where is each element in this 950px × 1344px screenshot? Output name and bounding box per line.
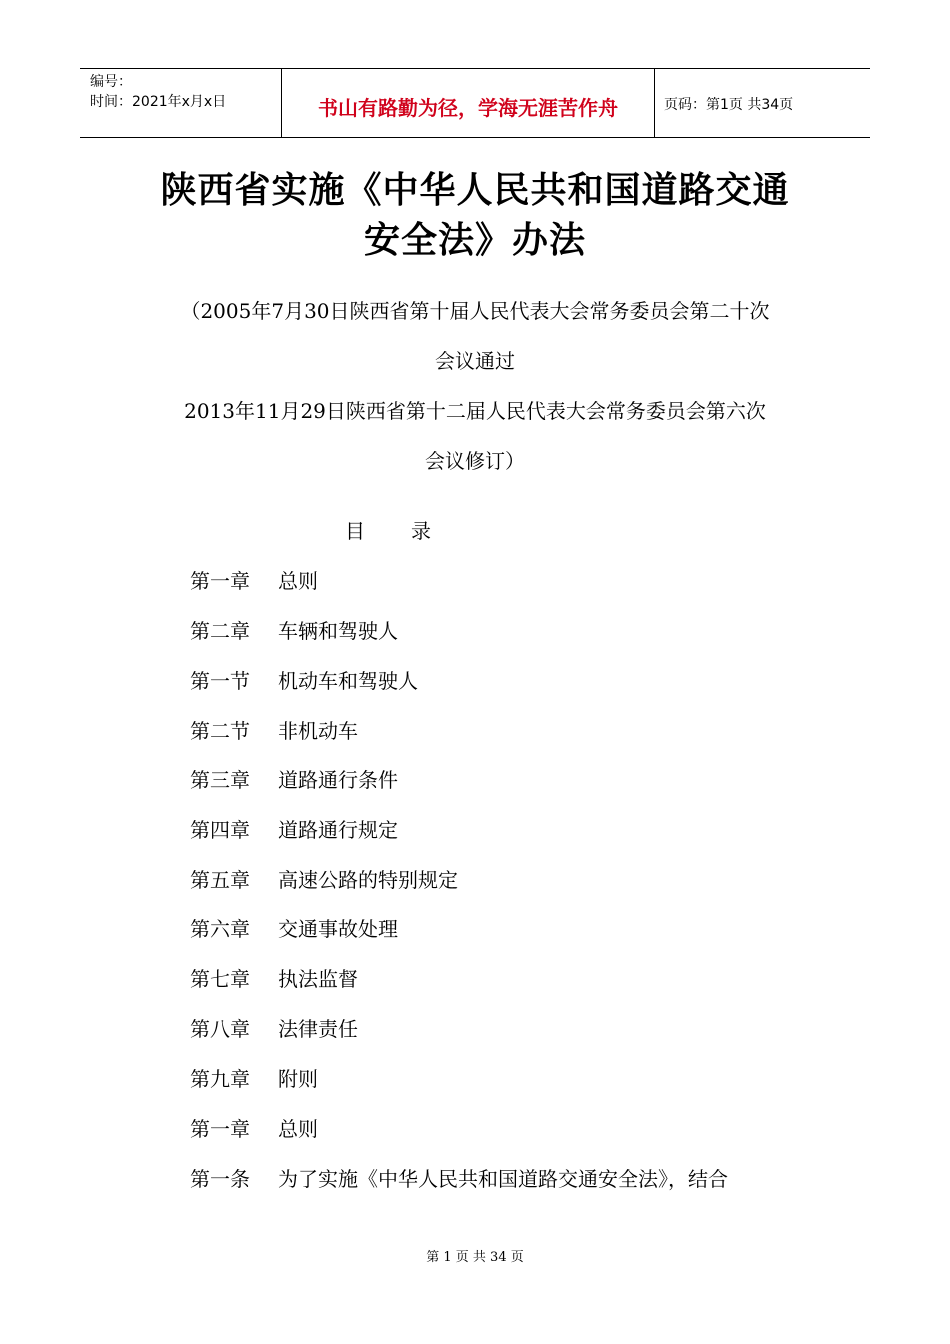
toc-item[interactable]: 第一节 机动车和驾驶人: [190, 669, 418, 693]
toc-heading: [345, 515, 431, 544]
header-motto: 书山有路勤为径，学海无涯苦作舟: [318, 96, 618, 120]
date-label: 时间：2021年x月x日: [90, 94, 227, 110]
subtitle-line4: 会议修订）: [425, 449, 525, 473]
toc-item[interactable]: 第二章 车辆和驾驶人: [190, 619, 398, 643]
document-title-line1: 陕西省实施《中华人民共和国道路交通: [160, 169, 790, 211]
chapter-heading: 第一章 总则: [190, 1117, 318, 1141]
subtitle-line1: （2005年7月30日陕西省第十届人民代表大会常务委员会第二十次: [180, 299, 770, 323]
toc-item[interactable]: 第六章 交通事故处理: [190, 917, 398, 941]
toc-item[interactable]: 第七章 执法监督: [190, 967, 358, 991]
header-page-cell: [655, 69, 870, 137]
page-footer: 第 1 页 共 34 页: [426, 1250, 524, 1265]
header-meta: [80, 69, 282, 137]
toc-item[interactable]: 第三章 道路通行条件: [190, 768, 398, 792]
code-label: 编号：: [90, 74, 132, 90]
subtitle-line3: 2013年11月29日陕西省第十二届人民代表大会常务委员会第六次: [184, 399, 766, 423]
toc-item[interactable]: 第四章 道路通行规定: [190, 818, 398, 842]
article-paragraph: 第一条 为了实施《中华人民共和国道路交通安全法》，结合: [190, 1167, 728, 1191]
header-motto-cell: [282, 69, 655, 137]
header-page-info: 页码：第1页 共34页: [664, 97, 794, 113]
document-title-line2: 安全法》办法: [363, 219, 586, 261]
toc-item[interactable]: 第一章 总则: [190, 569, 318, 593]
toc-heading-char1: 目: [345, 519, 365, 543]
toc-item[interactable]: 第二节 非机动车: [190, 719, 358, 743]
toc-heading-char2: 录: [411, 519, 431, 543]
page-header: [80, 68, 870, 138]
subtitle-line2: 会议通过: [435, 349, 515, 373]
toc-item[interactable]: 第九章 附则: [190, 1067, 318, 1091]
toc-item[interactable]: 第八章 法律责任: [190, 1017, 358, 1041]
toc-item[interactable]: 第五章 高速公路的特别规定: [190, 868, 458, 892]
